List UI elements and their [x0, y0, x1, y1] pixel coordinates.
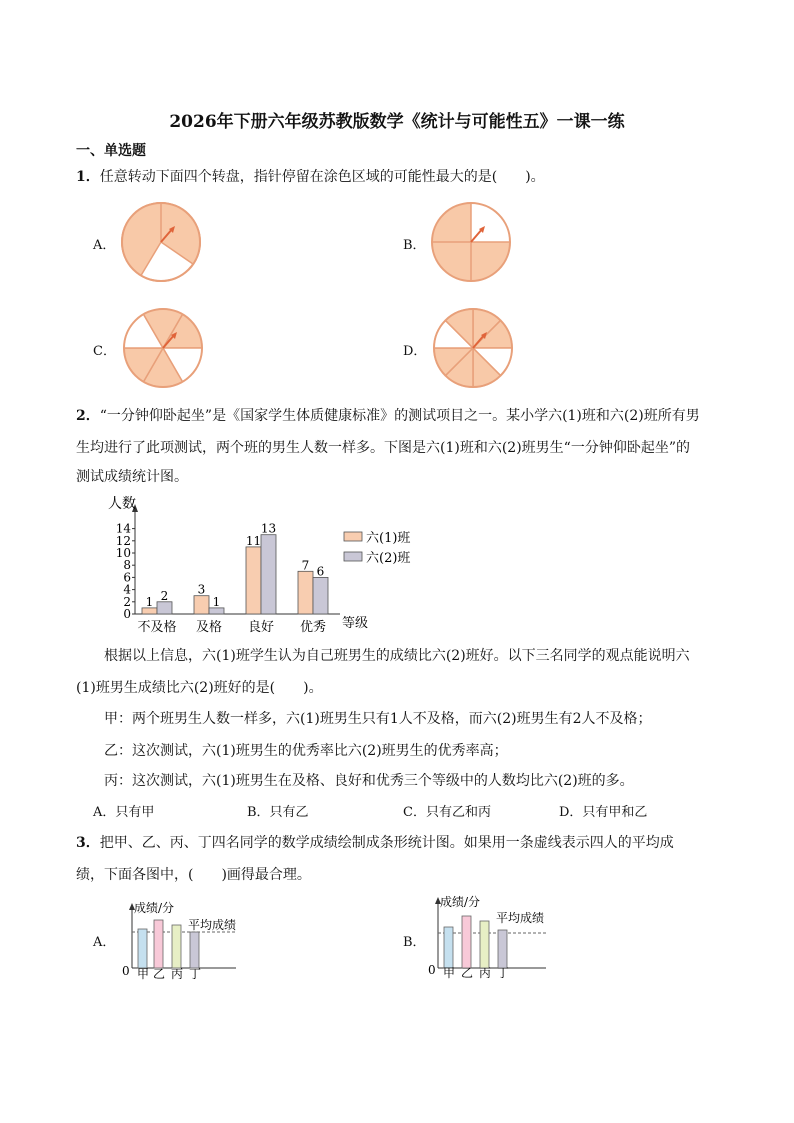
q2-option-a: A．只有甲	[93, 805, 155, 820]
average-label: 平均成绩	[496, 911, 545, 925]
y-tick-label: 10	[115, 546, 131, 560]
question-2-line-1: 2．“一分钟仰卧起坐”是《国家学生体质健康标准》的测试项目之一。某小学六(1)班和六(2)班所有男	[76, 408, 700, 424]
legend-swatch	[344, 532, 362, 541]
svg-text:0: 0	[122, 964, 130, 978]
question-2-line-3: 测试成绩统计图。	[76, 469, 188, 485]
spinner-b	[428, 199, 514, 285]
question-2-text-2: (1)班男生成绩比六(2)班好的是( )。	[76, 680, 323, 696]
bar	[246, 547, 261, 614]
category-label: 优秀	[299, 620, 327, 635]
question-number: 3．	[76, 835, 100, 851]
spinner-c	[120, 305, 206, 391]
x-axis-label: 等级	[342, 616, 369, 631]
question-2-line-2: 生均进行了此项测试，两个班的男生人数一样多。下图是六(1)班和六(2)班男生“一分钟仰卧起坐”的	[76, 440, 690, 456]
question-1	[76, 166, 545, 186]
option-c-label: C．	[93, 344, 116, 359]
q3-option-b: B．	[403, 935, 426, 950]
y-tick-label: 4	[123, 582, 131, 597]
category-label: 及格	[195, 620, 223, 635]
section-heading: 一、单选题	[76, 143, 146, 159]
data-label: 3	[197, 582, 206, 597]
average-label: 平均成绩	[188, 918, 237, 932]
statement-jia: 甲：两个班男生人数一样多，六(1)班男生只有1人不及格，而六(2)班男生有2人不及格；	[104, 711, 652, 727]
svg-text:丁: 丁	[189, 967, 202, 980]
category-label: 不及格	[137, 620, 177, 635]
svg-text:丁: 丁	[497, 966, 510, 980]
question-number: 2．	[76, 408, 100, 424]
bar	[261, 535, 276, 614]
svg-text:乙: 乙	[153, 967, 166, 980]
mini-chart-b	[428, 892, 568, 980]
data-label: 1	[145, 594, 154, 609]
y-axis-label: 成绩/分	[440, 895, 481, 909]
statement-bing: 丙：这次测试，六(1)班男生在及格、良好和优秀三个等级中的人数均比六(2)班的多。	[104, 773, 634, 789]
svg-text:丙: 丙	[171, 967, 184, 980]
y-tick-label: 8	[123, 558, 131, 573]
spinner-a	[118, 199, 204, 285]
question-text: 任意转动下面四个转盘，指针停留在涂色区域的可能性最大的是( )。	[99, 169, 545, 185]
legend-label: 六(1)班	[366, 531, 411, 546]
option-b-label: B．	[403, 238, 426, 253]
y-tick-label: 12	[115, 533, 131, 548]
legend-label: 六(2)班	[366, 551, 411, 566]
data-label: 1	[212, 594, 221, 609]
svg-text:乙: 乙	[461, 966, 474, 980]
bar	[298, 571, 313, 614]
data-label: 7	[301, 558, 310, 573]
y-tick-label: 0	[123, 607, 131, 621]
y-tick-label: 14	[115, 521, 131, 536]
q2-option-b: B．只有乙	[247, 805, 309, 820]
legend-swatch	[344, 552, 362, 561]
y-tick-label: 2	[123, 594, 131, 609]
bar	[157, 602, 172, 614]
mini-chart-a	[118, 898, 258, 980]
svg-text:0: 0	[428, 963, 436, 977]
question-3-line-2: 绩，下面各图中，( )画得最合理。	[76, 867, 311, 883]
page-title: 2026年下册六年级苏教版数学《统计与可能性五》一课一练	[169, 112, 625, 132]
q3-option-a: A．	[93, 935, 116, 950]
y-axis-label: 人数	[108, 496, 136, 512]
statement-yi: 乙：这次测试，六(1)班男生的优秀率比六(2)班男生的优秀率高；	[104, 743, 508, 759]
q2-option-d: D．只有甲和乙	[559, 805, 648, 820]
data-label: 6	[316, 564, 325, 579]
q2-option-c: C．只有乙和丙	[403, 805, 491, 820]
bar	[313, 577, 328, 614]
option-a-label: A．	[93, 238, 116, 253]
data-label: 13	[260, 521, 277, 536]
category-label: 良好	[247, 620, 275, 635]
question-number: 1．	[76, 169, 100, 185]
question-3-line-1: 3．把甲、乙、丙、丁四名同学的数学成绩绘制成条形统计图。如果用一条虚线表示四人的平均成	[76, 835, 674, 851]
question-2-text-1: 根据以上信息，六(1)班学生认为自己班男生的成绩比六(2)班好。以下三名同学的观点能说明六	[104, 648, 690, 664]
bar-chart	[100, 490, 420, 640]
y-tick-label: 6	[123, 570, 131, 585]
bar	[194, 596, 209, 614]
svg-text:甲: 甲	[137, 967, 150, 980]
data-label: 11	[245, 533, 262, 548]
y-axis-label: 成绩/分	[134, 901, 175, 915]
data-label: 2	[160, 588, 169, 603]
svg-text:甲: 甲	[443, 966, 456, 980]
option-d-label: D．	[403, 344, 427, 359]
svg-text:丙: 丙	[479, 966, 492, 980]
spinner-d	[430, 305, 516, 391]
